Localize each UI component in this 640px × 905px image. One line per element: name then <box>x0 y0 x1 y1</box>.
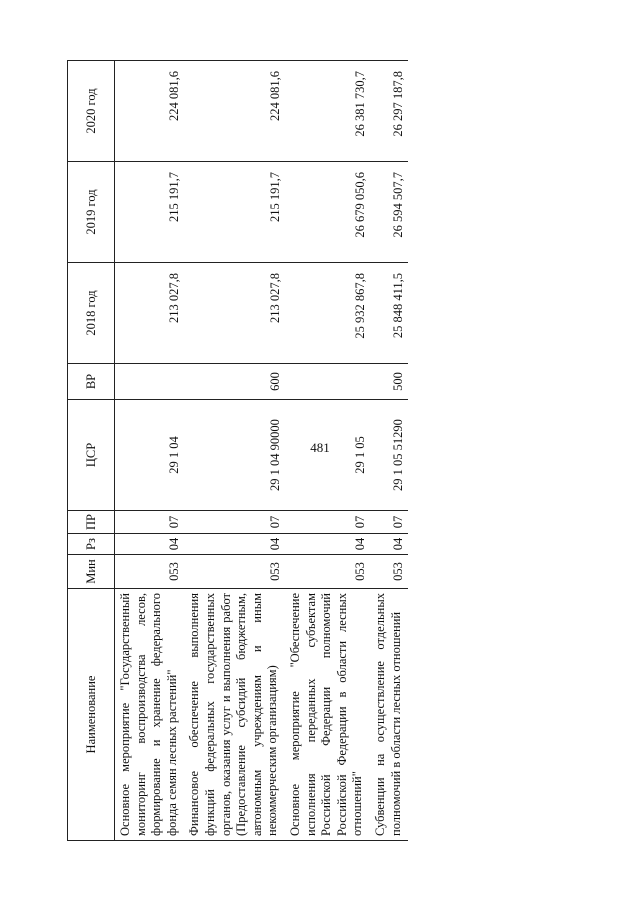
row-2018: 25 932 867,8 <box>285 263 370 364</box>
header-2019: 2019 год <box>68 162 115 263</box>
row-min: 053 <box>370 555 408 589</box>
row-csr: 29 1 04 90000 <box>184 400 285 511</box>
row-name: Основное мероприятие "Государственный мониторинг воспроизводства лесов, формирование и хранение федерального фонда семян лесных растений" <box>115 589 185 841</box>
row-name: Финансовое обеспечение выполнения функций федеральных государственных органов, оказания услуг и выполнения работ (Предоставление субсидий бюджетным, автономным учреждениям и иным некоммерческим организациям) <box>184 589 285 841</box>
row-min: 053 <box>285 555 370 589</box>
table-row <box>115 61 185 841</box>
row-name: Основное мероприятие "Обеспечение исполнения переданных субъектам Российской Федерации полномочий Российской Федерации в области лесных отношений" <box>285 589 370 841</box>
row-2019: 26 679 050,6 <box>285 162 370 263</box>
budget-table <box>67 60 408 841</box>
table-row <box>184 61 285 841</box>
table-row <box>285 61 370 841</box>
row-2018: 213 027,8 <box>115 263 185 364</box>
row-name: Субвенции на осуществление отдельных полномочий в области лесных отношений <box>370 589 408 841</box>
header-name: Наименование <box>68 589 115 841</box>
row-2019: 215 191,7 <box>115 162 185 263</box>
row-2018: 25 848 411,5 <box>370 263 408 364</box>
row-vr <box>285 364 370 400</box>
row-rz: 04 <box>115 534 185 555</box>
row-pr: 07 <box>285 511 370 534</box>
row-pr: 07 <box>184 511 285 534</box>
header-2020: 2020 год <box>68 61 115 162</box>
header-min: Мин <box>68 555 115 589</box>
row-2020: 26 297 187,8 <box>370 61 408 162</box>
row-csr: 29 1 05 51290 <box>370 400 408 511</box>
row-vr <box>115 364 185 400</box>
table-header-row <box>68 61 115 841</box>
row-2018: 213 027,8 <box>184 263 285 364</box>
header-vr: ВР <box>68 364 115 400</box>
row-pr: 07 <box>370 511 408 534</box>
header-pr: ПР <box>68 511 115 534</box>
row-vr: 500 <box>370 364 408 400</box>
row-min: 053 <box>115 555 185 589</box>
table-row <box>370 61 408 841</box>
header-2018: 2018 год <box>68 263 115 364</box>
budget-table-rotated <box>67 61 590 841</box>
row-2020: 224 081,6 <box>115 61 185 162</box>
row-2020: 224 081,6 <box>184 61 285 162</box>
row-rz: 04 <box>370 534 408 555</box>
page-number: 481 <box>310 440 330 455</box>
header-csr: ЦСР <box>68 400 115 511</box>
row-2019: 215 191,7 <box>184 162 285 263</box>
row-2019: 26 594 507,7 <box>370 162 408 263</box>
row-vr: 600 <box>184 364 285 400</box>
row-min: 053 <box>184 555 285 589</box>
row-2020: 26 381 730,7 <box>285 61 370 162</box>
row-csr: 29 1 05 <box>285 400 370 511</box>
row-rz: 04 <box>285 534 370 555</box>
row-rz: 04 <box>184 534 285 555</box>
row-pr: 07 <box>115 511 185 534</box>
row-csr: 29 1 04 <box>115 400 185 511</box>
header-rz: Рз <box>68 534 115 555</box>
